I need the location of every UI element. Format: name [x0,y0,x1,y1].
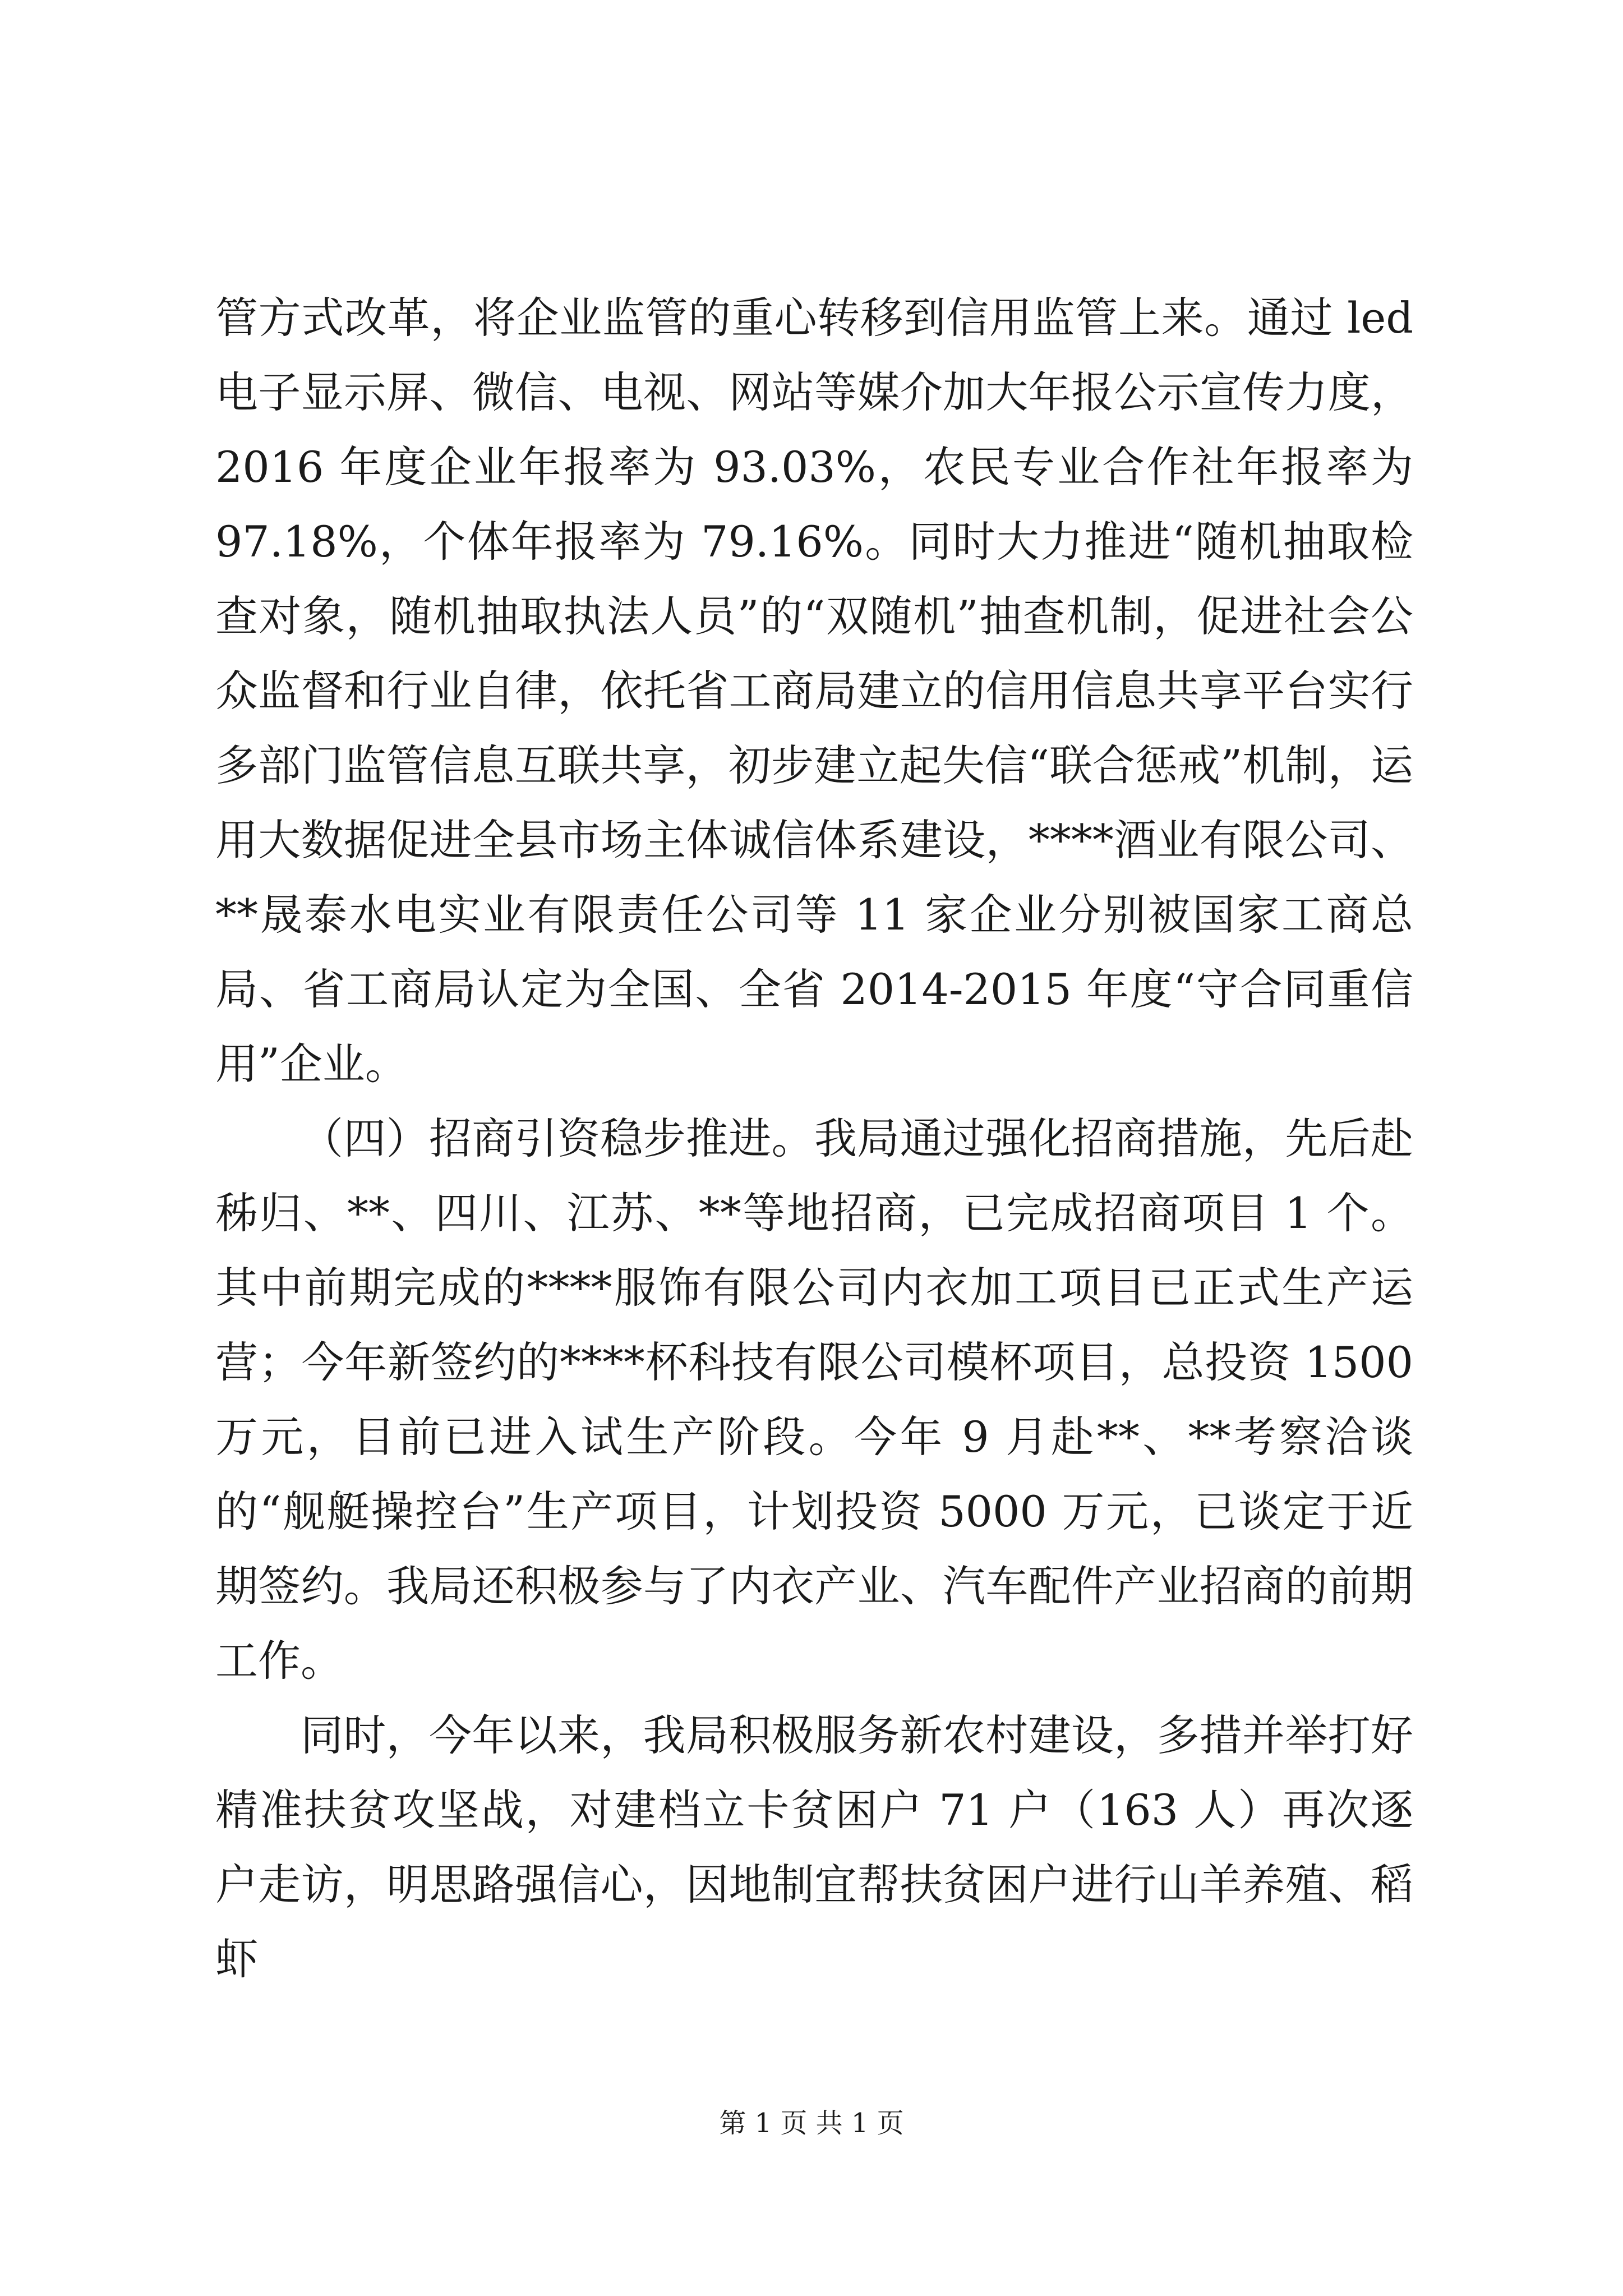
body-text [215,280,1413,1996]
page-number-footer: 第 1 页 共 1 页 [719,2108,904,2139]
paragraph-poverty-alleviation: 同时，今年以来，我局积极服务新农村建设，多措并举打好精准扶贫攻坚战，对建档立卡贫困户 71 户（163 人）再次逐户走访，明思路强信心，因地制宜帮扶贫困户进行山羊养殖、稻虾 [215,1710,1413,1984]
paragraph-investment-promotion: （四）招商引资稳步推进。我局通过强化招商措施，先后赴秭归、**、四川、江苏、**等地招商，已完成招商项目 1 个。其中前期完成的****服饰有限公司内衣加工项目已正式生产运营；今年新签约的****杯科技有限公司模杯项目，总投资 1500 万元，目前已进入试生产阶段。今年 9 月赴**、**考察洽谈的“舰艇操控台”生产项目，计划投资 5000 万元，已谈定于近期签约。我局还积极参与了内衣产业、汽车配件产业招商的前期工作。 [215,1114,1413,1686]
paragraph-credit-supervision: 管方式改革，将企业监管的重心转移到信用监管上来。通过 led 电子显示屏、微信、电视、网站等媒介加大年报公示宣传力度，2016 年度企业年报率为 93.03%，农民专业合作社年报率为 97.18%，个体年报率为 79.16%。同时大力推进“随机抽取检查对象，随机抽取执法人员”的“双随机”抽查机制，促进社会公众监督和行业自律，依托省工商局建立的信用信息共享平台实行多部门监管信息互联共享，初步建立起失信“联合惩戒”机制，运用大数据促进全县市场主体诚信体系建设，****酒业有限公司、**晟泰水电实业有限责任公司等 11 家企业分别被国家工商总局、省工商局认定为全国、全省 2014-2015 年度“守合同重信用”企业。 [215,293,1413,1089]
